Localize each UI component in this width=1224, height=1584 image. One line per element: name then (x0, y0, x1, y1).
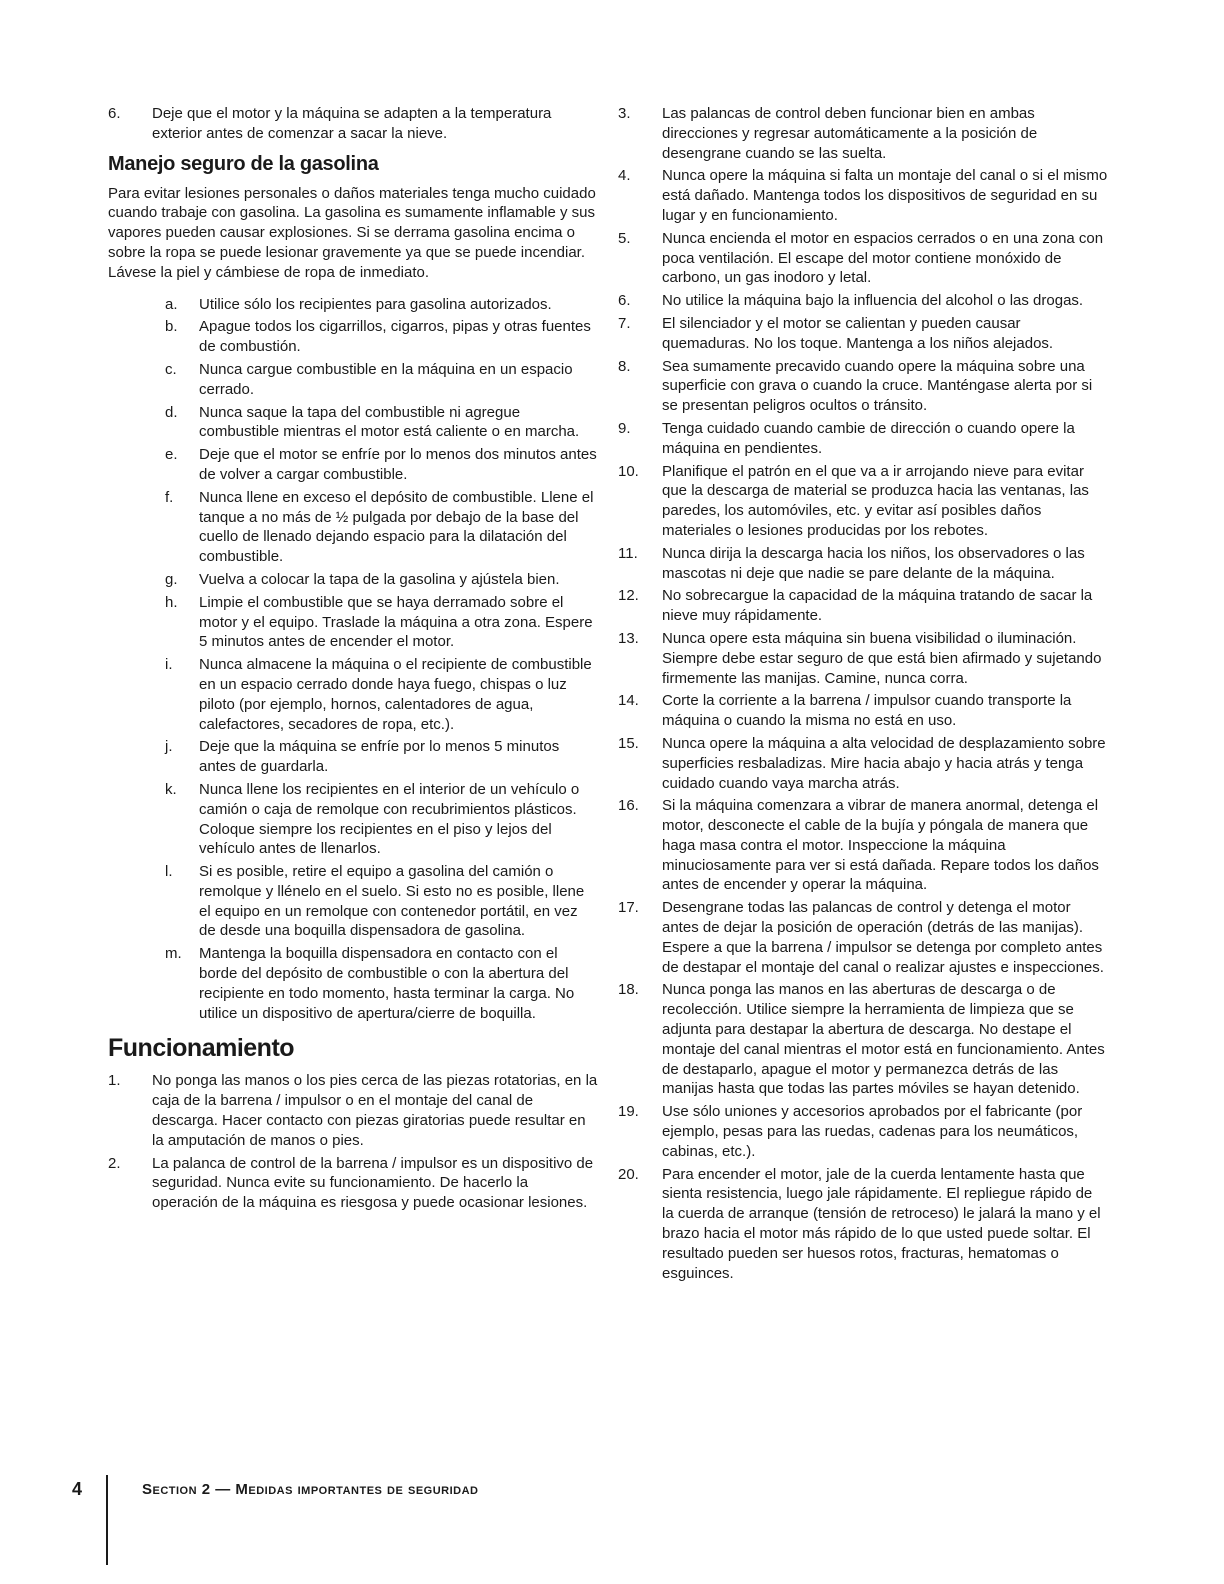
item-text: Deje que la máquina se enfríe por lo menos 5 minutos antes de guardarla. (199, 738, 560, 776)
item-text: Utilice sólo los recipientes para gasolina autorizados. (199, 295, 552, 313)
item-number: 6. (108, 105, 121, 122)
item-text: Las palancas de control deben funcionar bien en ambas direcciones y regresar automáticamente a la posición de desengrane cuando se las suelta. (662, 105, 1038, 162)
item-number: 15. (618, 734, 639, 752)
list-item (618, 586, 1108, 626)
item-number: l. (165, 863, 173, 881)
list-item (618, 691, 1108, 731)
item-text: Vuelva a colocar la tapa de la gasolina y ajústela bien. (199, 570, 560, 588)
list-item (618, 734, 1108, 793)
list-item (108, 1071, 598, 1150)
list-item (108, 944, 598, 1023)
list-item (618, 544, 1108, 584)
item-number: a. (165, 295, 178, 313)
item-text: La palanca de control de la barrena / impulsor es un dispositivo de seguridad. Nunca evite su funcionamiento. De hacerlo la operación de la máquina es riesgosa y puede ocasionar lesiones. (152, 1154, 594, 1212)
item-text: Nunca opere esta máquina sin buena visibilidad o iluminación. Siempre debe estar seguro de que está bien afirmado y sujetando firmemente las manijas. Camine, nunca corra. (662, 629, 1102, 687)
operation-list (108, 1071, 598, 1213)
item-text: Nunca opere la máquina a alta velocidad de desplazamiento sobre superficies resbaladizas. Mire hacia abajo y hacia atrás y tenga cuidado cuando vaya marcha atrás. (662, 734, 1106, 792)
list-item (618, 980, 1108, 1099)
list-item (108, 317, 598, 357)
item-number: 3. (618, 105, 631, 122)
operation-section-heading: Funcionamiento (108, 1034, 295, 1063)
list-item (108, 862, 598, 941)
left-column (108, 104, 598, 1216)
list-item (618, 796, 1108, 895)
list-item (618, 104, 1108, 163)
item-number: 5. (618, 229, 631, 247)
item-text: El silenciador y el motor se calientan y pueden causar quemaduras. No los toque. Mantenga a los niños alejados. (662, 314, 1054, 352)
page-number: 4 (72, 1479, 83, 1499)
list-item (618, 462, 1108, 541)
item-number: 14. (618, 692, 639, 710)
item-text: Nunca dirija la descarga hacia los niños, los observadores o las mascotas ni deje que nadie se pare delante de la máquina. (662, 544, 1085, 582)
item-number: m. (165, 945, 182, 963)
list-item (618, 314, 1108, 354)
item-text: Si es posible, retire el equipo a gasolina del camión o remolque y llénelo en el suelo. Si esto no es posible, llene el equipo en un remolque con contenedor portátil, en vez de desde una boquilla dispensadora de gasolina. (199, 863, 585, 940)
item-number: 1. (108, 1072, 121, 1090)
list-item (108, 1154, 598, 1213)
item-text: No ponga las manos o los pies cerca de las piezas rotatorias, en la caja de la barrena / impulsor o en el montaje del canal de descarga. Hacer contacto con piezas giratorias puede resultar en la amputación de manos o pies. (152, 1072, 598, 1149)
item-text: Nunca saque la tapa del combustible ni agregue combustible mientras el motor está caliente o en marcha. (199, 403, 580, 441)
item-number: 4. (618, 167, 631, 185)
item-text: Deje que el motor y la máquina se adapten a la temperatura exterior antes de comenzar a sacar la nieve. (152, 105, 552, 142)
item-number: d. (165, 403, 178, 421)
item-number: 9. (618, 419, 631, 437)
list-item (108, 360, 598, 400)
item-text: Deje que el motor se enfríe por lo menos dos minutos antes de volver a cargar combustible. (199, 446, 597, 483)
item-number: i. (165, 656, 173, 674)
section-title: Section 2 — Medidas importantes de seguridad (142, 1481, 479, 1498)
item-number: 12. (618, 587, 639, 605)
list-item (618, 419, 1108, 459)
item-text: Tenga cuidado cuando cambie de dirección o cuando opere la máquina en pendientes. (662, 419, 1075, 457)
item-text: Nunca opere la máquina si falta un montaje del canal o si el mismo está dañado. Mantenga todos los dispositivos de seguridad en su lugar y en funcionamiento. (662, 167, 1108, 224)
list-item (618, 629, 1108, 688)
item-number: e. (165, 446, 178, 464)
list-item (108, 488, 598, 567)
item-number: 10. (618, 462, 639, 480)
item-text: Nunca llene en exceso el depósito de combustible. Llene el tanque a no más de ½ pulgada por debajo de la base del cuello de llenado dejando espacio para la dilatación del combustible. (199, 488, 594, 566)
list-item (108, 570, 598, 590)
list-item (108, 295, 598, 315)
item-number: 2. (108, 1154, 121, 1172)
item-text: No sobrecargue la capacidad de la máquina tratando de sacar la nieve muy rápidamente. (662, 587, 1093, 625)
list-item (108, 445, 598, 485)
item-text: Nunca ponga las manos en las aberturas de descarga o de recolección. Utilice siempre la herramienta de limpieza que se adjunta para destapar la abertura de descarga. No destape el montaje del canal mientras el motor está en funcionamiento. Antes de destaparlo, apague el motor y permanezca detrás de las manijas hasta que todas las partes móviles se hayan detenido. (662, 981, 1105, 1098)
item-text: Nunca llene los recipientes en el interior de un vehículo o camión o caja de remolque con recubrimientos plásticos. Coloque siempre los recipientes en el piso y lejos del vehículo antes de llenarlos. (199, 780, 580, 858)
gasoline-intro-paragraph: Para evitar lesiones personales o daños materiales tenga mucho cuidado cuando trabaje con gasolina. La gasolina es sumamente inflamable y sus vapores pueden causar explosiones. Si se derrama gasolina encima o sobre la ropa se puede lesionar gravemente ya que se puede incendiar. Lávese la piel y cámbiese de ropa de inmediato. (108, 184, 596, 281)
item-number: 8. (618, 357, 631, 375)
item-number: c. (165, 360, 177, 378)
list-item (618, 357, 1108, 416)
right-column (618, 104, 1108, 1286)
list-item (618, 898, 1108, 977)
item-text: Nunca encienda el motor en espacios cerrados o en una zona con poca ventilación. El escape del motor contiene monóxido de carbono, un gas inodoro y letal. (662, 229, 1104, 287)
item-number: 6. (618, 292, 631, 310)
item-text: Para encender el motor, jale de la cuerda lentamente hasta que sienta resistencia, luego jale rápidamente. El repliegue rápido de la cuerda de arranque (tensión de retroceso) le jalará la mano y el brazo hacia el motor más rápido de lo que usted puede soltar. El resultado pueden ser huesos rotos, fracturas, hematomas o esguinces. (662, 1165, 1101, 1282)
page-footer (72, 1475, 672, 1565)
item-number: b. (165, 318, 178, 336)
list-item (108, 655, 598, 734)
item-text: Nunca almacene la máquina o el recipiente de combustible en un espacio cerrado donde haya fuego, chispas o luz piloto (por ejemplo, hornos, calentadores de agua, calefactores, secadores de ropa, etc.). (199, 656, 592, 733)
item-text: Planifique el patrón en el que va a ir arrojando nieve para evitar que la descarga de material se produzca hacia las ventanas, las paredes, los automóviles, etc. y evitar así posibles daños materiales o lesiones producidas por los rebotes. (662, 462, 1089, 539)
list-item (618, 166, 1108, 225)
list-item (618, 229, 1108, 288)
item-number: 19. (618, 1103, 639, 1121)
item-number: j. (165, 738, 173, 756)
item-text: Si la máquina comenzara a vibrar de manera anormal, detenga el motor, desconecte el cable de la bujía y póngala de manera que haga masa contra el motor. Inspeccione la máquina minuciosamente para ver si está dañada. Repare todos los daños antes de encender y operar la máquina. (662, 797, 1099, 894)
list-item (108, 780, 598, 859)
list-item (618, 291, 1108, 311)
item-number: 11. (618, 544, 638, 562)
item-text: Limpie el combustible que se haya derramado sobre el motor y el equipo. Traslade la máquina a otra zona. Espere 5 minutos antes de encender el motor. (199, 593, 593, 651)
item-number: 20. (618, 1165, 639, 1183)
item-number: k. (165, 780, 177, 798)
item-number: f. (165, 488, 174, 506)
item-text: No utilice la máquina bajo la influencia del alcohol o las drogas. (662, 292, 1084, 310)
item-number: 7. (618, 314, 631, 332)
list-item (108, 593, 598, 652)
item-text: Sea sumamente precavido cuando opere la máquina sobre una superficie con grava o cuando la cruce. Manténgase alerta por si se presentan peligros ocultos o tránsito. (662, 357, 1093, 415)
item-number: 17. (618, 899, 639, 917)
item-text: Nunca cargue combustible en la máquina en un espacio cerrado. (199, 360, 573, 398)
item-number: 16. (618, 797, 639, 815)
item-number: 18. (618, 981, 639, 999)
list-item (618, 1165, 1108, 1284)
item-text: Desengrane todas las palancas de control y detenga el motor antes de dejar la posición de operación (detrás de las manijas). Espere a que la barrena / impulsor se detenga por completo antes de destapar el montaje del canal o realizar ajustes e inspecciones. (662, 899, 1104, 976)
footer-divider (106, 1475, 108, 1565)
list-item (618, 1102, 1108, 1161)
item-text: Apague todos los cigarrillos, cigarros, pipas y otras fuentes de combustión. (199, 318, 591, 356)
list-item (108, 737, 598, 777)
gasoline-section-heading: Manejo seguro de la gasolina (108, 152, 379, 175)
item-text: Use sólo uniones y accesorios aprobados por el fabricante (por ejemplo, pesas para las ruedas, cadenas para los neumáticos, cabinas, etc.). (662, 1103, 1083, 1160)
gasoline-list (108, 295, 598, 1024)
operation-list-continued (618, 104, 1108, 1283)
list-item (108, 104, 598, 144)
item-number: h. (165, 593, 178, 611)
item-text: Mantenga la boquilla dispensadora en contacto con el borde del depósito de combustible o con la abertura del recipiente en todo momento, hasta terminar la carga. No utilice un dispositivo de apertura/cierre de boquilla. (199, 945, 575, 1022)
list-item (108, 403, 598, 443)
item-number: 13. (618, 629, 639, 647)
item-text: Corte la corriente a la barrena / impulsor cuando transporte la máquina o cuando la misma no está en uso. (662, 692, 1072, 730)
item-number: g. (165, 570, 178, 588)
